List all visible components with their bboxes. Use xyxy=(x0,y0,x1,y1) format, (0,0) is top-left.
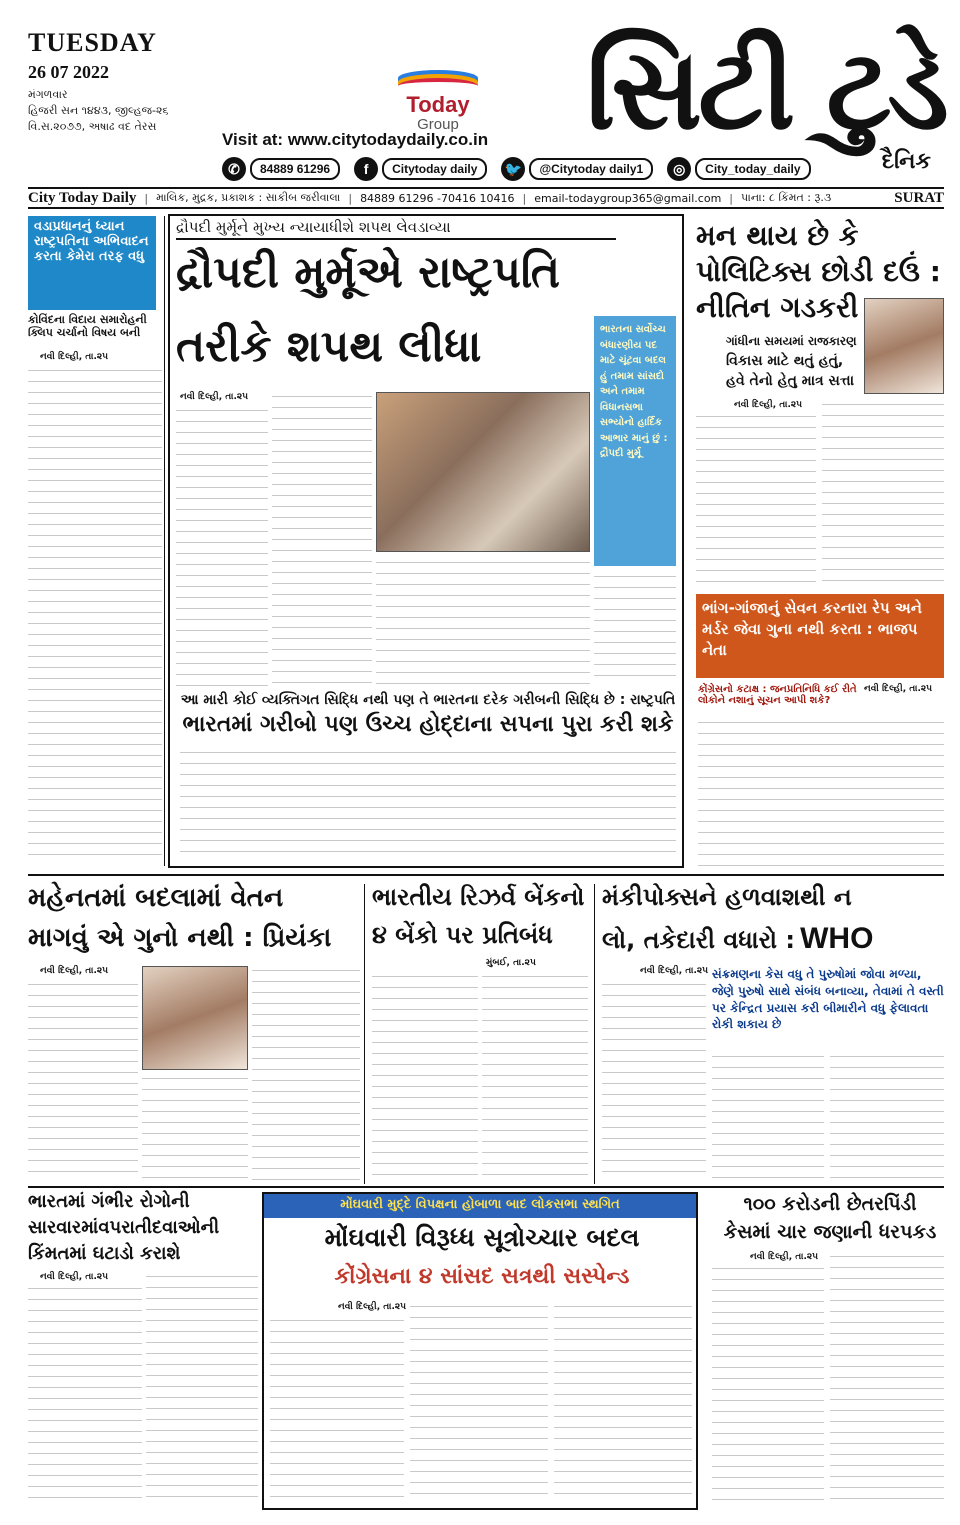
gadkari-headline-3: નીતિન ગડકરી xyxy=(696,291,859,324)
bhang-headline: ભાંગ-ગાંજાનું સેવન કરનારા રેપ અને મર્ડર જેવા ગુના નથી કરતા : ભાજપ નેતા xyxy=(702,599,922,659)
bhang-dateline: નવી દિલ્હી, તા.૨૫ xyxy=(864,684,933,694)
medicine-dateline: નવી દિલ્હી, તા.૨૫ xyxy=(40,1272,109,1282)
logo-top-text: Today xyxy=(406,92,470,117)
murmu-body-col-2 xyxy=(272,392,372,686)
instagram-icon: ◎ xyxy=(667,157,691,181)
murmu-dateline: નવી દિલ્હી, તા.૨૫ xyxy=(180,392,249,402)
pm-camera-body xyxy=(28,366,162,864)
monkeypox-body-col-2 xyxy=(712,1052,824,1180)
medicine-headline-1: ભારતમાં ગંભીર રોગોની xyxy=(28,1191,190,1212)
website-link[interactable]: Visit at: www.citytodaydaily.co.in xyxy=(222,130,489,149)
gadkari-sub-1: ગાંધીના સમયમાં રાજકારણ xyxy=(726,334,857,348)
gadkari-headline-2: પોલિટિક્સ છોડી દઉં : xyxy=(696,255,941,288)
date-label: 26 07 2022 xyxy=(28,62,109,82)
medicine-body-col-1 xyxy=(28,1284,142,1506)
priyanka-dateline: નવી દિલ્હી, તા.૨૫ xyxy=(40,966,109,976)
pm-camera-dateline: નવી દિલ્હી, તા.૨૫ xyxy=(40,352,109,362)
loksabha-body-col-3 xyxy=(554,1302,692,1504)
priyanka-body-col-2 xyxy=(142,1074,248,1180)
priyanka-photo xyxy=(142,966,248,1070)
fraud-headline-1: ૧૦૦ કરોડની છેતરપિંડી xyxy=(743,1193,917,1215)
fraud-body-col-1 xyxy=(712,1264,824,1506)
email-info[interactable]: email-todaygroup365@gmail.com xyxy=(534,191,722,205)
column-divider xyxy=(164,216,165,866)
loksabha-body-col-1 xyxy=(270,1316,404,1504)
loksabha-dateline: નવી દિલ્હી, તા.૨૫ xyxy=(338,1302,407,1312)
separator: | xyxy=(522,191,527,205)
pm-camera-sub: કોવિંદના વિદાય સમારોહની ક્લિપ ચર્ચાનો વિષય બની xyxy=(28,313,147,339)
murmu-side-quote-box xyxy=(594,316,676,566)
paper-name: City Today Daily xyxy=(28,189,137,206)
social-instagram[interactable] xyxy=(667,157,810,181)
city-label: SURAT xyxy=(894,189,944,206)
fraud-body-col-2 xyxy=(830,1252,944,1506)
gadkari-body-col-1 xyxy=(696,412,816,588)
murmu-body-col-4 xyxy=(594,572,676,686)
social-whatsapp[interactable] xyxy=(222,157,340,181)
monkeypox-sub: સંક્રમણના કેસ વધુ તે પુરુષોમાં જોવા મળ્યા, જેણે પુરુષો સાથે સંબંધ બનાવ્યા, તેવામાં તે વસ્તી પર કેન્દ્રિત પ્રયાસ કરી બીમારીને વધુ ફેલાવતા રોકી શકાય છે xyxy=(712,967,944,1032)
monkeypox-headline-2-row xyxy=(602,922,946,957)
monkeypox-headline-who: WHO xyxy=(800,922,874,955)
murmu-headline-1: દ્રૌપદી મુર્મૂએ રાષ્ટ્રપતિ xyxy=(176,247,560,298)
gadkari-body-col-2 xyxy=(822,400,944,588)
separator: | xyxy=(729,191,734,205)
murmu-quote-2: ભારતમાં ગરીબો પણ ઉચ્ચ હોદ્દાના સપના પુરા કરી શકે xyxy=(182,712,674,737)
owner-info: માલિક, મુદ્રક, પ્રકાશક : સાકીબ જરીવાલા xyxy=(156,191,341,204)
medicine-headline-2: સારવારમાંવપરાતીદવાઓની xyxy=(28,1217,220,1238)
pm-camera-headline-box xyxy=(28,216,156,310)
separator: | xyxy=(144,191,149,205)
loksabha-body-col-2 xyxy=(410,1302,548,1504)
monkeypox-body-col-1 xyxy=(602,980,706,1180)
instagram-label: City_today_daily xyxy=(695,158,810,180)
bhang-headline-box xyxy=(696,594,944,678)
bhang-sub: કોંગ્રેસનો કટાક્ષ : જનપ્રતિનિધિ કઈ રીતે લોકોને નશાનું સૂચન આપી શકે? xyxy=(698,684,857,706)
rbi-dateline: મુંબઈ, તા.૨૫ xyxy=(486,958,536,968)
priyanka-body-col-1 xyxy=(28,980,138,1180)
weekday-guj: મંગળવાર xyxy=(28,88,68,101)
rbi-headline-1: ભારતીય રિઝર્વ બેંકનો xyxy=(372,883,585,911)
murmu-quote-body xyxy=(180,748,676,862)
gadkari-dateline: નવી દિલ્હી, તા.૨૫ xyxy=(734,400,803,410)
monkeypox-headline-1: મંકીપોક્સને હળવાશથી ન xyxy=(602,883,852,911)
info-bar xyxy=(28,187,944,209)
gadkari-sub-3: હવે તેનો હેતુ માત્ર સત્તા xyxy=(726,373,855,389)
dateline-block xyxy=(28,28,218,135)
gadkari-photo xyxy=(864,298,944,394)
social-twitter[interactable] xyxy=(501,157,653,181)
priyanka-body-col-3 xyxy=(252,966,360,1180)
column-divider xyxy=(594,884,595,1184)
gadkari-sub-2: વિકાસ માટે થતું હતું, xyxy=(726,353,844,369)
murmu-body-col-1 xyxy=(176,406,268,686)
gadkari-headline-1: મન થાય છે કે xyxy=(696,219,859,252)
whatsapp-icon: ✆ xyxy=(222,157,246,181)
rbi-headline-2: ૪ બેંકો પર પ્રતિબંધ xyxy=(372,921,553,949)
murmu-headline-2: તરીકે શપથ લીધા xyxy=(176,321,482,372)
fraud-headline-2: કેસમાં ચાર જણાની ધરપકડ xyxy=(723,1221,937,1243)
fraud-dateline: નવી દિલ્હી, તા.૨૫ xyxy=(750,1252,819,1262)
murmu-kicker: દ્રૌપદી મુર્મૂને મુખ્ય ન્યાયાધીશે શપથ લેવડાવ્યા xyxy=(176,218,616,240)
murmu-body-col-3 xyxy=(376,558,590,686)
section-divider xyxy=(28,874,944,876)
column-divider xyxy=(364,884,365,1184)
priyanka-headline-2: માગવું એ ગુનો નથી : પ્રિયંકા xyxy=(28,923,332,953)
social-facebook[interactable] xyxy=(354,157,487,181)
rbi-body-col-2 xyxy=(482,972,588,1180)
masthead-title: સિટી ટુડે xyxy=(586,25,945,155)
monkeypox-headline-2: લો, તકેદારી વધારો : xyxy=(602,926,795,954)
facebook-label: Citytoday daily xyxy=(382,158,487,180)
whatsapp-label: 84889 61296 xyxy=(250,158,340,180)
today-group-logo xyxy=(393,78,483,133)
rbi-body-col-1 xyxy=(372,972,478,1180)
pm-camera-headline: વડાપ્રધાનનું ધ્યાન રાષ્ટ્રપતિના અભિવાદન કરતા કેમેરા તરફ વધુ xyxy=(34,219,149,264)
priyanka-headline-1: મહેનતમાં બદલામાં વેતન xyxy=(28,883,284,913)
bhang-body xyxy=(698,718,944,866)
loksabha-kicker-box xyxy=(264,1194,696,1218)
hijri-date: હિજરી સન ૧૪૪૩, જીલ્હજ-૨૬ xyxy=(28,103,169,117)
murmu-quote-1: આ મારી કોઈ વ્યક્તિગત સિદ્ધિ નથી પણ તે ભારતના દરેક ગરીબની સિદ્ધિ છે : રાષ્ટ્રપતિ xyxy=(180,692,676,708)
facebook-icon: f xyxy=(354,157,378,181)
section-divider xyxy=(28,1186,944,1188)
medicine-body-col-2 xyxy=(146,1272,258,1506)
day-label: TUESDAY xyxy=(28,28,157,57)
phone-info: 84889 61296 -70416 10416 xyxy=(360,191,515,205)
loksabha-headline-2: કોંગ્રેસના ૪ સાંસદ સત્રથી સસ્પેન્ડ xyxy=(334,1264,630,1289)
twitter-label: @Citytoday daily1 xyxy=(529,158,653,180)
monkeypox-dateline: નવી દિલ્હી, તા.૨૫ xyxy=(640,966,709,976)
logo-bottom-text: Group xyxy=(417,116,459,133)
medicine-headline-3: કિંમતમાં ઘટાડો કરાશે xyxy=(28,1243,181,1264)
vikram-date: વિ.સ.૨૦૭૭, અષાઢ વદ તેરસ xyxy=(28,119,157,133)
pages-price: પાના: ૮ કિંમત : રૂ.૩ xyxy=(741,191,832,204)
monkeypox-body-col-3 xyxy=(830,1052,944,1180)
social-links xyxy=(222,157,922,181)
loksabha-kicker: મોંઘવારી મુદ્દે વિપક્ષના હોબાળા બાદ લોકસભા સ્થગિત xyxy=(340,1197,620,1212)
loksabha-headline-1: મોંઘવારી વિરૂધ્ધ સૂત્રોચ્ચાર બદલ xyxy=(324,1223,640,1252)
murmu-oath-photo xyxy=(376,392,590,552)
murmu-side-quote: ભારતના સર્વોચ્ચ બંધારણીય પદ માટે ચૂંટવા બદલ હું તમામ સાંસદો અને તમામ વિધાનસભા સભ્યોનો હાર્દિક આભાર માનું છું : દ્રૌપદી મુર્મૂ xyxy=(600,324,668,459)
twitter-icon: 🐦 xyxy=(501,157,525,181)
masthead xyxy=(525,20,945,180)
masthead-subtitle: દૈનિક xyxy=(881,149,931,174)
separator: | xyxy=(348,191,353,205)
